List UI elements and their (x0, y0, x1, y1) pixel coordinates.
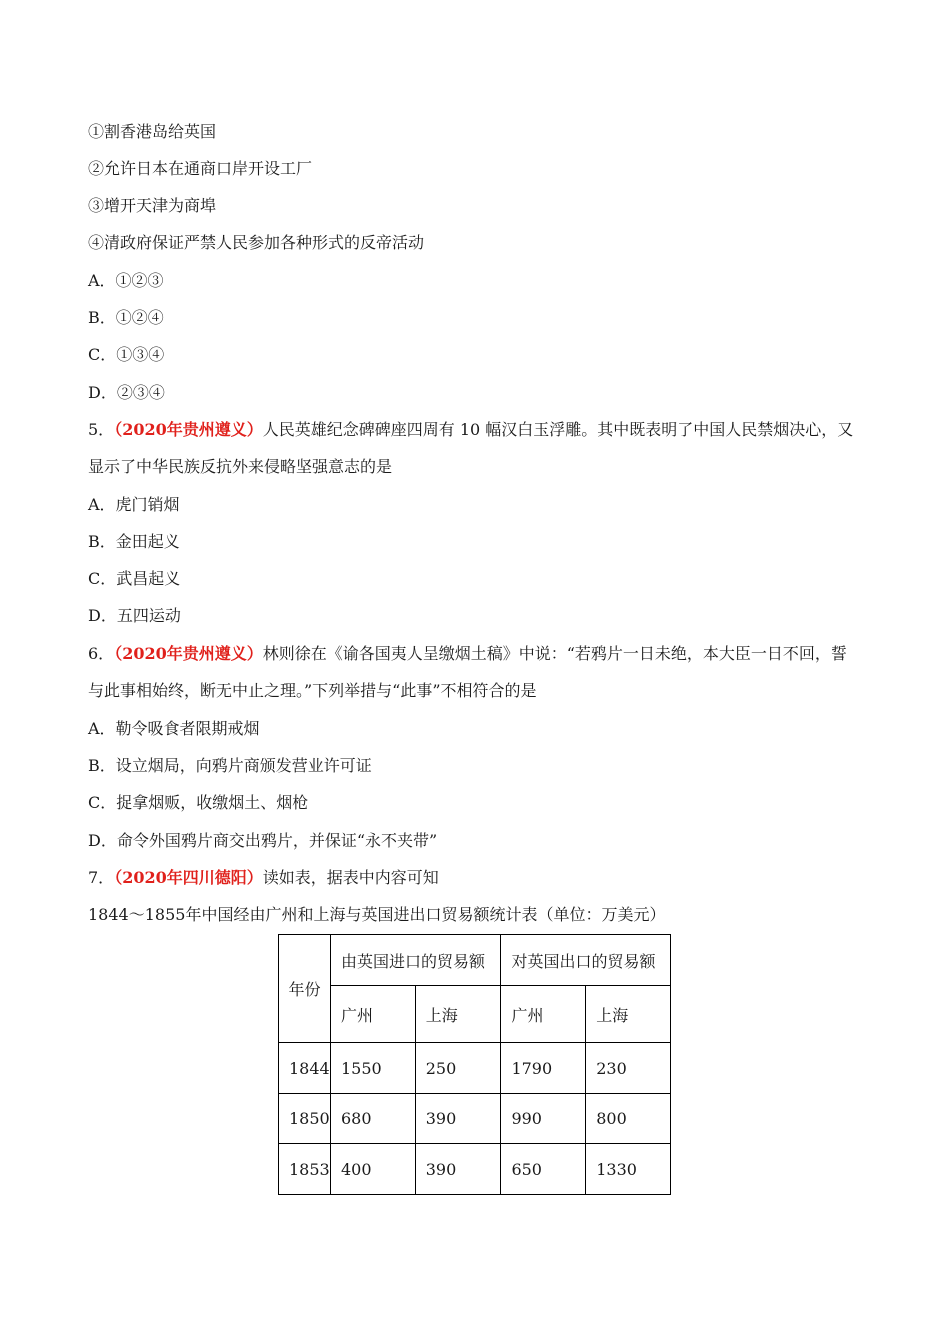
answer-b: B．①②④ (88, 308, 164, 327)
subheader-import-shanghai: 上海 (415, 986, 501, 1043)
answer-a: A．勒令吸食者限期戒烟 (88, 719, 260, 738)
question-7-stem (88, 868, 439, 888)
answer-b: B．金田起义 (88, 532, 180, 551)
table-row (279, 1144, 671, 1195)
question-6-stem-cont: 与此事相始终，断无中止之理。”下列举措与“此事”不相符合的是 (88, 681, 537, 700)
answer-a: A．虎门销烟 (88, 495, 180, 514)
answer-c: C．捉拿烟贩，收缴烟土、烟枪 (88, 793, 309, 812)
question-source: （2020年贵州遵义） (114, 420, 263, 439)
table-cell: 1790 (501, 1043, 586, 1094)
question-text: 林则徐在《谕各国夷人呈缴烟土稿》中说：“若鸦片一日未绝，本大臣一日不回，誓 (262, 644, 847, 663)
question-number: 7． (88, 868, 115, 887)
table-cell: 800 (586, 1094, 671, 1144)
year-cell: 1844 (279, 1043, 331, 1094)
table-cell: 390 (415, 1144, 501, 1195)
question-6-stem (88, 644, 847, 664)
table-row (279, 1043, 671, 1094)
question-text: 人民英雄纪念碑碑座四周有 10 幅汉白玉浮雕。其中既表明了中国人民禁烟决心，又 (262, 420, 854, 439)
answer-d: D．五四运动 (88, 606, 181, 625)
option-4: ④清政府保证严禁人民参加各种形式的反帝活动 (88, 233, 425, 252)
table-subheader-row (279, 986, 671, 1043)
export-header: 对英国出口的贸易额 (501, 935, 671, 986)
year-header: 年份 (279, 935, 331, 1043)
table-cell: 680 (330, 1094, 415, 1144)
year-cell: 1853 (279, 1144, 331, 1195)
question-number: 5． (88, 420, 115, 439)
question-number: 6． (88, 644, 115, 663)
answer-c: C．武昌起义 (88, 569, 181, 588)
subheader-export-guangzhou: 广州 (501, 986, 586, 1043)
question-source: （2020年四川德阳） (114, 868, 263, 887)
table-cell: 390 (415, 1094, 501, 1144)
subheader-import-guangzhou: 广州 (330, 986, 415, 1043)
option-2: ②允许日本在通商口岸开设工厂 (88, 159, 313, 178)
table-header-row (279, 935, 671, 986)
question-text: 读如表，据表中内容可知 (262, 868, 439, 887)
option-3: ③增开天津为商埠 (88, 196, 217, 215)
question-source: （2020年贵州遵义） (114, 644, 263, 663)
table-row (279, 1094, 671, 1144)
table-cell: 990 (501, 1094, 586, 1144)
year-cell: 1850 (279, 1094, 331, 1144)
subheader-export-shanghai: 上海 (586, 986, 671, 1043)
option-1: ①割香港岛给英国 (88, 122, 217, 141)
table-cell: 250 (415, 1043, 501, 1094)
table-cell: 230 (586, 1043, 671, 1094)
answer-c: C．①③④ (88, 345, 165, 364)
table-caption: 1844～1855年中国经由广州和上海与英国进出口贸易额统计表（单位：万美元） (88, 905, 666, 924)
table-cell: 400 (330, 1144, 415, 1195)
import-header: 由英国进口的贸易额 (330, 935, 500, 986)
question-5-stem (88, 420, 853, 440)
answer-d: D．命令外国鸦片商交出鸦片，并保证“永不夹带” (88, 831, 438, 850)
answer-a: A．①②③ (88, 271, 164, 290)
table-cell: 650 (501, 1144, 586, 1195)
trade-table (278, 934, 671, 1195)
answer-d: D．②③④ (88, 383, 165, 402)
table-cell: 1550 (330, 1043, 415, 1094)
table-cell: 1330 (586, 1144, 671, 1195)
question-5-stem-cont: 显示了中华民族反抗外来侵略坚强意志的是 (88, 457, 393, 476)
answer-b: B．设立烟局，向鸦片商颁发营业许可证 (88, 756, 372, 775)
